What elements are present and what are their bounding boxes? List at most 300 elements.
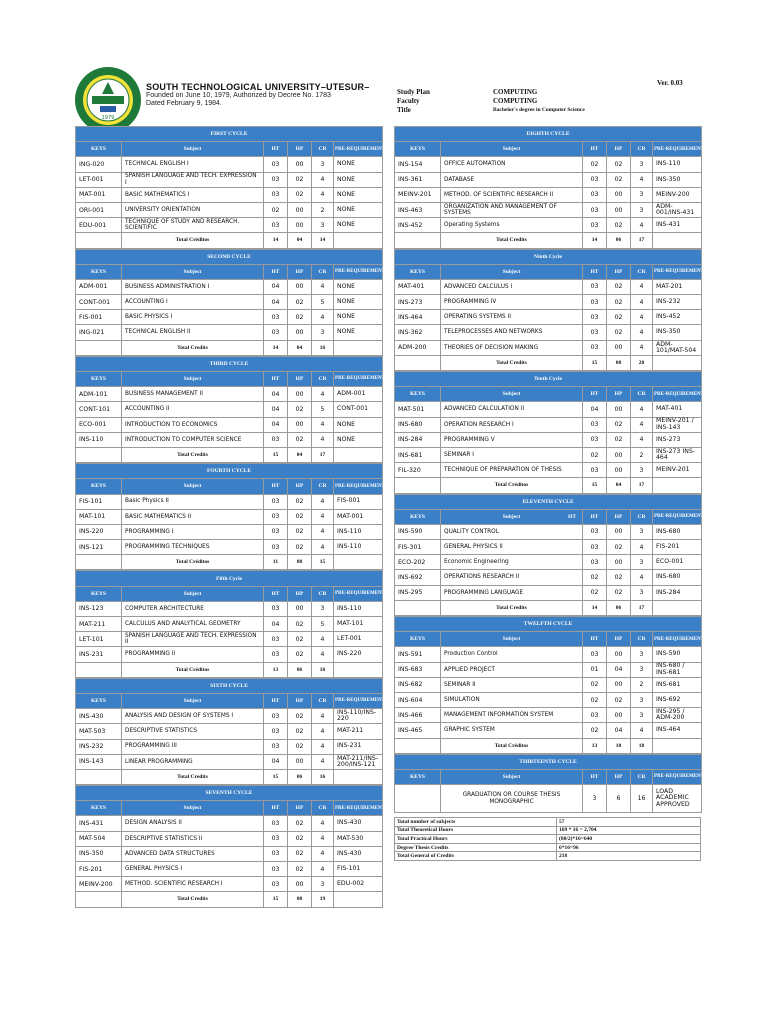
course-prerequisite: FIS-101: [334, 862, 383, 877]
cycle-title: TWELFTH CYCLE: [395, 617, 702, 632]
course-hp: 00: [288, 157, 312, 172]
course-subject: OFFICE AUTOMATION: [441, 157, 583, 172]
course-cr: 4: [312, 509, 334, 524]
course-hp: 02: [288, 172, 312, 187]
course-cr: 3: [631, 157, 653, 172]
course-prerequisite: INS-110: [334, 524, 383, 539]
course-hp: 00: [607, 677, 631, 692]
course-row: [76, 202, 383, 217]
course-subject: SEMINAR II: [441, 677, 583, 692]
col-cr-header: CR: [631, 509, 653, 524]
total-spacer: [76, 447, 122, 462]
column-header-row: [76, 372, 383, 387]
column-header-row: [76, 479, 383, 494]
total-label: Total Credits: [441, 355, 583, 370]
course-row: [76, 739, 383, 754]
total-spacer-end: [653, 600, 702, 615]
total-hp: 08: [288, 892, 312, 907]
course-key: ADM-101: [76, 387, 122, 402]
course-key: INS-682: [395, 677, 441, 692]
course-prerequisite: NONE: [334, 295, 383, 310]
cycle-title-row: [395, 249, 702, 264]
course-ht: 04: [264, 417, 288, 432]
col-hp-header: HP: [607, 387, 631, 402]
course-prerequisite: NONE: [334, 172, 383, 187]
total-cr: 20: [631, 355, 653, 370]
course-ht: 03: [264, 172, 288, 187]
course-cr: 4: [312, 540, 334, 555]
course-ht: 02: [264, 202, 288, 217]
column-header-row: [395, 387, 702, 402]
course-prerequisite: INS-350: [653, 172, 702, 187]
course-key: EDU-001: [76, 218, 122, 233]
course-key: FIS-001: [76, 310, 122, 325]
course-row: [76, 509, 383, 524]
course-prerequisite: INS-681: [653, 677, 702, 692]
col-hp-header: HP: [288, 372, 312, 387]
column-header-row: [76, 142, 383, 157]
course-cr: 5: [312, 617, 334, 632]
course-hp: 02: [607, 570, 631, 585]
course-row: [395, 540, 702, 555]
course-hp: 00: [288, 325, 312, 340]
course-cr: 3: [631, 647, 653, 662]
course-cr: 4: [631, 540, 653, 555]
col-cr-header: CR: [312, 693, 334, 708]
col-cr-header: CR: [631, 264, 653, 279]
course-hp: 02: [288, 295, 312, 310]
course-row: [76, 279, 383, 294]
course-hp: 00: [288, 877, 312, 892]
course-key: MAT-504: [76, 831, 122, 846]
total-ht: 13: [583, 738, 607, 753]
col-cr-header: CR: [312, 801, 334, 816]
course-row: [395, 463, 702, 478]
total-label: Total Credits: [441, 233, 583, 248]
course-row: [76, 295, 383, 310]
course-subject: GRAPHIC SYSTEM: [441, 723, 583, 738]
course-row: [395, 723, 702, 738]
course-hp: 02: [288, 862, 312, 877]
course-hp: 02: [607, 432, 631, 447]
cycle-title: THIRD CYCLE: [76, 356, 383, 371]
course-subject: Operating Systems: [441, 218, 583, 233]
cycle-table: [394, 616, 707, 754]
course-subject: OPERATING SYSTEMS II: [441, 310, 583, 325]
right-cycles-column: [394, 126, 707, 813]
course-cr: 4: [631, 432, 653, 447]
course-key: MAT-501: [395, 402, 441, 417]
total-label: Total Créditos: [441, 738, 583, 753]
course-ht: 03: [264, 218, 288, 233]
course-subject: ADVANCED CALCULATION II: [441, 402, 583, 417]
course-key: INS-295: [395, 585, 441, 600]
col-prereq-header: PRE-REQUIREMENTS: [653, 142, 702, 157]
course-cr: 3: [312, 601, 334, 616]
course-key: INS-273: [395, 295, 441, 310]
total-label: Total Credits: [122, 892, 264, 907]
cycle-title: EIGHTH CYCLE: [395, 127, 702, 142]
course-prerequisite: NONE: [334, 417, 383, 432]
course-cr: 3: [312, 218, 334, 233]
course-ht: 03: [583, 524, 607, 539]
course-subject: GENERAL PHYSICS I: [122, 862, 264, 877]
course-key: ECO-001: [76, 417, 122, 432]
col-keys-header: KEYS: [395, 264, 441, 279]
cycle-title: SIXTH CYCLE: [76, 678, 383, 693]
course-hp: 04: [607, 723, 631, 738]
total-label: Total Créditos: [122, 555, 264, 570]
cycle-title: Tenth Cycle: [395, 372, 702, 387]
col-keys-header: KEYS: [76, 586, 122, 601]
course-subject: SIMULATION: [441, 692, 583, 707]
course-subject: INTRODUCTION TO COMPUTER SCIENCE: [122, 432, 264, 447]
total-cr: 16: [312, 662, 334, 677]
course-prerequisite: MAT-530: [334, 831, 383, 846]
course-hp: 00: [607, 463, 631, 478]
course-prerequisite: EDU-002: [334, 877, 383, 892]
course-cr: 4: [312, 187, 334, 202]
course-row: [76, 647, 383, 662]
course-hp: 00: [607, 647, 631, 662]
course-ht: 03: [583, 417, 607, 432]
course-cr: 4: [312, 417, 334, 432]
total-hp: 04: [607, 478, 631, 493]
course-row: [395, 310, 702, 325]
total-spacer: [76, 233, 122, 248]
col-prereq-header: PRE-REQUIREMENTS: [334, 586, 383, 601]
course-ht: 02: [583, 570, 607, 585]
course-key: MAT-401: [395, 279, 441, 294]
course-hp: 02: [607, 417, 631, 432]
course-hp: 02: [607, 172, 631, 187]
total-ht: 14: [583, 600, 607, 615]
university-logo: [74, 66, 142, 134]
course-key: INS-110: [76, 432, 122, 447]
course-subject: SPANISH LANGUAGE AND TECH. EXPRESSION II: [122, 632, 264, 647]
col-ht-header: HT: [264, 142, 288, 157]
summary-value: 57: [557, 818, 701, 827]
course-row: [395, 692, 702, 707]
col-cr-header: CR: [312, 586, 334, 601]
course-ht: 03: [264, 601, 288, 616]
course-subject: ORGANIZATION AND MANAGEMENT OF SYSTEMS: [441, 202, 583, 217]
course-cr: 3: [312, 325, 334, 340]
total-row: [395, 233, 702, 248]
course-prerequisite: INS-680 / INS-681: [653, 662, 702, 677]
summary-row: [395, 852, 701, 861]
course-hp: 00: [607, 447, 631, 462]
course-key: INS-692: [395, 570, 441, 585]
column-header-row: [76, 801, 383, 816]
total-hp: 06: [607, 233, 631, 248]
course-key: INS-463: [395, 202, 441, 217]
course-row: [76, 157, 383, 172]
course-hp: 02: [607, 310, 631, 325]
course-hp: 00: [288, 279, 312, 294]
total-row: [76, 233, 383, 248]
course-cr: 4: [631, 279, 653, 294]
course-hp: 02: [607, 585, 631, 600]
total-spacer: [395, 355, 441, 370]
course-prerequisite: INS-590: [653, 647, 702, 662]
course-prerequisite: FIS-001: [334, 494, 383, 509]
course-key: ADM-200: [395, 340, 441, 355]
course-prerequisite: INS-692: [653, 692, 702, 707]
university-name: SOUTH TECHNOLOGICAL UNIVERSITY–UTESUR–: [146, 82, 370, 92]
course-cr: 16: [631, 785, 653, 813]
cycle-table: [75, 356, 388, 463]
course-cr: 4: [312, 279, 334, 294]
course-ht: 02: [583, 585, 607, 600]
course-cr: 5: [312, 295, 334, 310]
course-ht: 03: [264, 187, 288, 202]
course-ht: 03: [264, 862, 288, 877]
course-prerequisite: NONE: [334, 157, 383, 172]
course-subject: UNIVERSITY ORIENTATION: [122, 202, 264, 217]
course-subject: Economic Engineering: [441, 555, 583, 570]
total-spacer-end: [334, 662, 383, 677]
study-plan-label: Study Plan: [397, 87, 430, 96]
course-prerequisite: LET-001: [334, 632, 383, 647]
course-row: [395, 662, 702, 677]
course-prerequisite: FIS-201: [653, 540, 702, 555]
course-ht: 03: [264, 494, 288, 509]
cycle-title-row: [76, 571, 383, 586]
cycle-title: FOURTH CYCLE: [76, 464, 383, 479]
course-cr: 3: [631, 202, 653, 217]
course-subject: MANAGEMENT INFORMATION SYSTEM: [441, 708, 583, 723]
course-hp: 04: [607, 662, 631, 677]
total-spacer-end: [334, 892, 383, 907]
course-hp: 00: [607, 340, 631, 355]
faculty-value: COMPUTING: [493, 96, 538, 105]
course-hp: 02: [288, 540, 312, 555]
course-ht: 03: [264, 831, 288, 846]
col-ht-header: HT: [583, 142, 607, 157]
course-row: [395, 677, 702, 692]
course-prerequisite: INS-284: [653, 585, 702, 600]
course-ht: 02: [583, 157, 607, 172]
cycle-title: Fifth Cycle: [76, 571, 383, 586]
column-header-row: [76, 693, 383, 708]
total-spacer-end: [334, 555, 383, 570]
cycle-title-row: [395, 372, 702, 387]
course-ht: 03: [264, 310, 288, 325]
course-key: INS-680: [395, 417, 441, 432]
course-subject: ACCOUNTING II: [122, 402, 264, 417]
course-ht: 03: [264, 157, 288, 172]
cycle-title: Ninth Cycle: [395, 249, 702, 264]
course-prerequisite: MEINV-200: [653, 187, 702, 202]
course-cr: 4: [312, 831, 334, 846]
col-prereq-header: PRE-REQUIREMENTS: [334, 801, 383, 816]
col-subject-header: Subject: [122, 693, 264, 708]
col-cr-header: CR: [312, 264, 334, 279]
course-key: FIS-301: [395, 540, 441, 555]
course-key: MAT-503: [76, 724, 122, 739]
cycle-table: [394, 126, 707, 249]
course-key: MAT-211: [76, 617, 122, 632]
course-ht: 03: [264, 432, 288, 447]
course-prerequisite: NONE: [334, 187, 383, 202]
course-row: [395, 447, 702, 462]
column-header-row: [395, 264, 702, 279]
col-ht-header: HT: [264, 586, 288, 601]
cycle-title: FIRST CYCLE: [76, 127, 383, 142]
col-prereq-header: PRE-REQUIREMENTS: [334, 142, 383, 157]
cycle-table: [394, 371, 707, 494]
course-cr: 3: [631, 708, 653, 723]
total-hp: 04: [288, 233, 312, 248]
course-key: INS-466: [395, 708, 441, 723]
course-row: [76, 709, 383, 724]
col-hp-header: HP: [607, 769, 631, 784]
course-key: MAT-101: [76, 509, 122, 524]
cycle-table: [75, 678, 388, 785]
total-cr: 19: [312, 892, 334, 907]
course-cr: 4: [631, 340, 653, 355]
cycle-table: [75, 785, 388, 908]
course-subject: PROGRAMMING IV: [441, 295, 583, 310]
course-subject: OPERATIONS RESEARCH II: [441, 570, 583, 585]
course-key: INS-681: [395, 447, 441, 462]
total-label: Total Credits: [122, 447, 264, 462]
course-prerequisite: NONE: [334, 432, 383, 447]
course-key: FIL-320: [395, 463, 441, 478]
cycle-title-row: [76, 127, 383, 142]
total-cr: 17: [631, 600, 653, 615]
course-hp: 02: [607, 295, 631, 310]
course-cr: 4: [312, 632, 334, 647]
course-ht: 03: [264, 509, 288, 524]
course-ht: 03: [583, 279, 607, 294]
course-row: [395, 187, 702, 202]
course-ht: 03: [583, 325, 607, 340]
cycle-title: THIRTEENTH CYCLE: [395, 754, 702, 769]
summary-row: [395, 835, 701, 844]
col-keys-header: KEYS: [76, 372, 122, 387]
course-key: INS-232: [76, 739, 122, 754]
course-cr: 2: [312, 202, 334, 217]
course-row: [76, 862, 383, 877]
course-ht: 03: [583, 432, 607, 447]
total-spacer-end: [653, 355, 702, 370]
course-prerequisite: INS-464: [653, 723, 702, 738]
course-prerequisite: MAT-001: [334, 509, 383, 524]
course-key: INS-231: [76, 647, 122, 662]
cycle-title-row: [76, 356, 383, 371]
total-row: [76, 555, 383, 570]
course-hp: 00: [288, 202, 312, 217]
cycle-table: [75, 126, 388, 249]
course-prerequisite: NONE: [334, 202, 383, 217]
course-subject: DESCRIPTIVE STATISTICS II: [122, 831, 264, 846]
course-row: [395, 432, 702, 447]
course-row: [395, 402, 702, 417]
course-prerequisite: INS-220: [334, 647, 383, 662]
course-subject: OPERATION RESEARCH I: [441, 417, 583, 432]
total-spacer-end: [653, 233, 702, 248]
course-prerequisite: MAT-401: [653, 402, 702, 417]
course-cr: 4: [312, 724, 334, 739]
total-ht: 14: [264, 340, 288, 355]
course-subject: METHOD. OF SCIENTIFIC RESEARCH II: [441, 187, 583, 202]
course-key: ADM-001: [76, 279, 122, 294]
course-cr: 4: [312, 846, 334, 861]
course-ht: 04: [264, 295, 288, 310]
course-subject: Basic Physics II: [122, 494, 264, 509]
column-header-row: [395, 142, 702, 157]
course-cr: 4: [312, 862, 334, 877]
course-prerequisite: ECO-001: [653, 555, 702, 570]
course-cr: 5: [312, 402, 334, 417]
course-ht: 03: [264, 846, 288, 861]
col-cr-header: CR: [312, 142, 334, 157]
title-label: Title: [397, 105, 411, 114]
col-hp-header: HP: [288, 801, 312, 816]
course-key: FIS-101: [76, 494, 122, 509]
course-cr: 4: [312, 816, 334, 831]
cycle-table: [394, 754, 707, 813]
course-prerequisite: INS-430: [334, 846, 383, 861]
col-keys-header: KEYS: [395, 509, 441, 524]
summary-label: Total Practical Hours: [395, 835, 557, 844]
course-hp: 00: [288, 218, 312, 233]
course-subject: TECHNIQUE OF PREPARATION OF THESIS: [441, 463, 583, 478]
left-cycles-column: [75, 126, 388, 908]
course-hp: 02: [288, 739, 312, 754]
course-row: [395, 585, 702, 600]
course-ht: 04: [583, 402, 607, 417]
course-cr: 4: [631, 310, 653, 325]
course-ht: 3: [583, 785, 607, 813]
col-subject-header: Subject: [122, 264, 264, 279]
course-row: [395, 325, 702, 340]
study-plan-value: COMPUTING: [493, 87, 538, 96]
course-prerequisite: MAT-211: [334, 724, 383, 739]
course-ht: 03: [583, 172, 607, 187]
course-hp: 02: [288, 647, 312, 662]
total-label: Total Credits: [122, 340, 264, 355]
summary-row: [395, 843, 701, 852]
course-row: [76, 877, 383, 892]
course-prerequisite: INS-231: [334, 739, 383, 754]
total-cr: 17: [631, 478, 653, 493]
total-spacer-end: [334, 233, 383, 248]
total-ht: 15: [583, 355, 607, 370]
university-header: [146, 82, 386, 108]
cycle-title-row: [395, 754, 702, 769]
col-hp-header: HP: [288, 586, 312, 601]
course-cr: 2: [631, 677, 653, 692]
course-cr: 4: [631, 172, 653, 187]
founded-line: Founded on June 10, 1979, Authorized by Decree No. 1783: [146, 92, 331, 99]
course-key: MEINV-201: [395, 187, 441, 202]
course-cr: 4: [631, 570, 653, 585]
course-key: ORI-001: [76, 202, 122, 217]
course-subject: TELEPROCESSES AND NETWORKS: [441, 325, 583, 340]
course-hp: 02: [288, 524, 312, 539]
col-keys-header: KEYS: [76, 142, 122, 157]
col-hp-header: HP: [288, 693, 312, 708]
course-cr: 4: [312, 310, 334, 325]
course-row: [76, 402, 383, 417]
course-row: [395, 524, 702, 539]
course-key: ING-020: [76, 157, 122, 172]
course-subject: GENERAL PHYSICS II: [441, 540, 583, 555]
course-cr: 4: [631, 417, 653, 432]
